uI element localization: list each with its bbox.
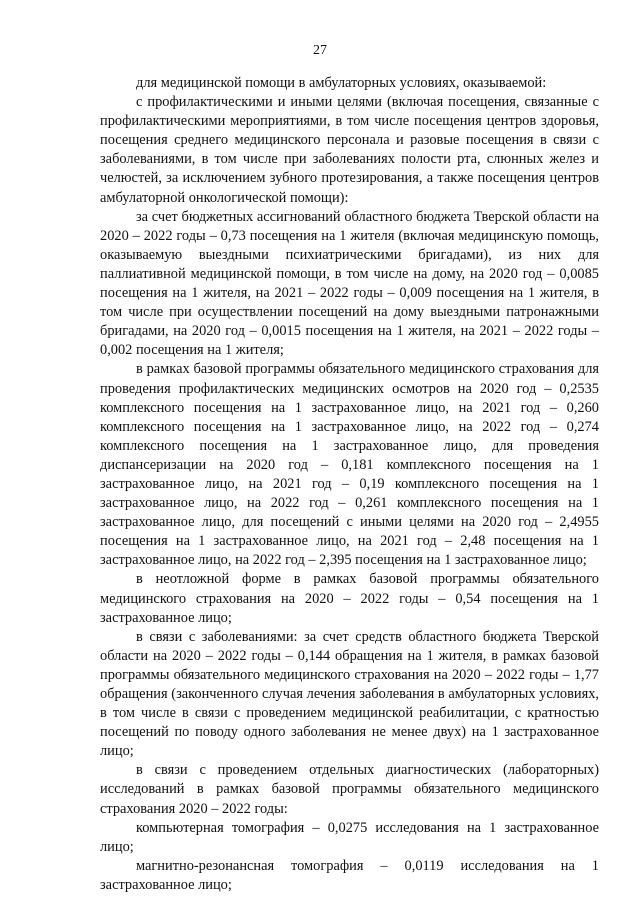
page-number: 27 [313, 43, 327, 58]
document-body [100, 74, 599, 895]
paragraph-urgent-form: в неотложной форме в рамках базовой программы обязательного медицинского страхования на 2020 – 2022 годы – 0,54 посещения на 1 застрахованное лицо; [100, 571, 599, 626]
paragraph-outpatient-intro: для медицинской помощи в амбулаторных условиях, оказываемой: [136, 75, 547, 91]
paragraph-preventive-purposes: с профилактическими и иными целями (включая посещения, связанные с профилактическими мероприятиями, в том числе посещения центров здоровья, посещения среднего медицинского персонала и разовые посещения в связи с заболеваниями, в том числе при заболеваниях полости рта, слюнных желез и челюстей, за исключением зубного протезирования, а также посещения центров амбулаторной онкологической помощи): [100, 94, 599, 206]
paragraph-basic-insurance-program: в рамках базовой программы обязательного медицинского страхования для проведения профилактических медицинских осмотров на 2020 год – 0,2535 комплексного посещения на 1 застрахованное лицо, на 2021 год – 0,260 комплексного посещения на 1 застрахованное лицо, на 2022 год – 0,274 комплексного посещения на 1 застрахованное лицо, для проведения диспансеризации на 2020 год – 0,181 комплексного посещения на 1 застрахованное лицо, на 2021 год – 0,19 комплексного посещения на 1 застрахованное лицо, на 2022 год – 0,261 комплексного посещения на 1 застрахованное лицо, для посещений с иными целями на 2020 год – 2,4955 посещения на 1 застрахованное лицо, на 2021 год – 2,48 посещения на 1 застрахованное лицо, на 2022 год – 2,395 посещения на 1 застрахованное лицо; [100, 361, 599, 569]
paragraph-computed-tomography: компьютерная томография – 0,0275 исследования на 1 застрахованное лицо; [100, 819, 599, 855]
paragraph-diagnostic-tests: в связи с проведением отдельных диагностических (лабораторных) исследований в рамках базовой программы обязательного медицинского страхования 2020 – 2022 годы: [100, 762, 599, 817]
paragraph-diseases: в связи с заболеваниями: за счет средств областного бюджета Тверской области на 2020 – 2022 годы – 0,144 обращения на 1 жителя, в рамках базовой программы обязательного медицинского страхования на 2020 – 2022 годы – 1,77 обращения (законченного случая лечения заболевания в амбулаторных условиях, в том числе в связи с проведением медицинской реабилитации, с кратностью посещений по поводу одного заболевания не менее двух) на 1 застрахованное лицо; [100, 628, 599, 760]
paragraph-mri: магнитно-резонансная томография – 0,0119 исследования на 1 застрахованное лицо; [100, 857, 599, 893]
paragraph-regional-budget: за счет бюджетных ассигнований областного бюджета Тверской области на 2020 – 2022 годы – 0,73 посещения на 1 жителя (включая медицинскую помощь, оказываемую выездными психиатрическими бригадами), из них для паллиативной медицинской помощи, в том числе на дому, на 2020 год – 0,0085 посещения на 1 жителя, на 2021 – 2022 годы – 0,009 посещения на 1 жителя, в том числе при осуществлении посещений на дому выездными патронажными бригадами, на 2020 год – 0,0015 посещения на 1 жителя, на 2021 – 2022 годы – 0,002 посещения на 1 жителя; [100, 208, 599, 359]
